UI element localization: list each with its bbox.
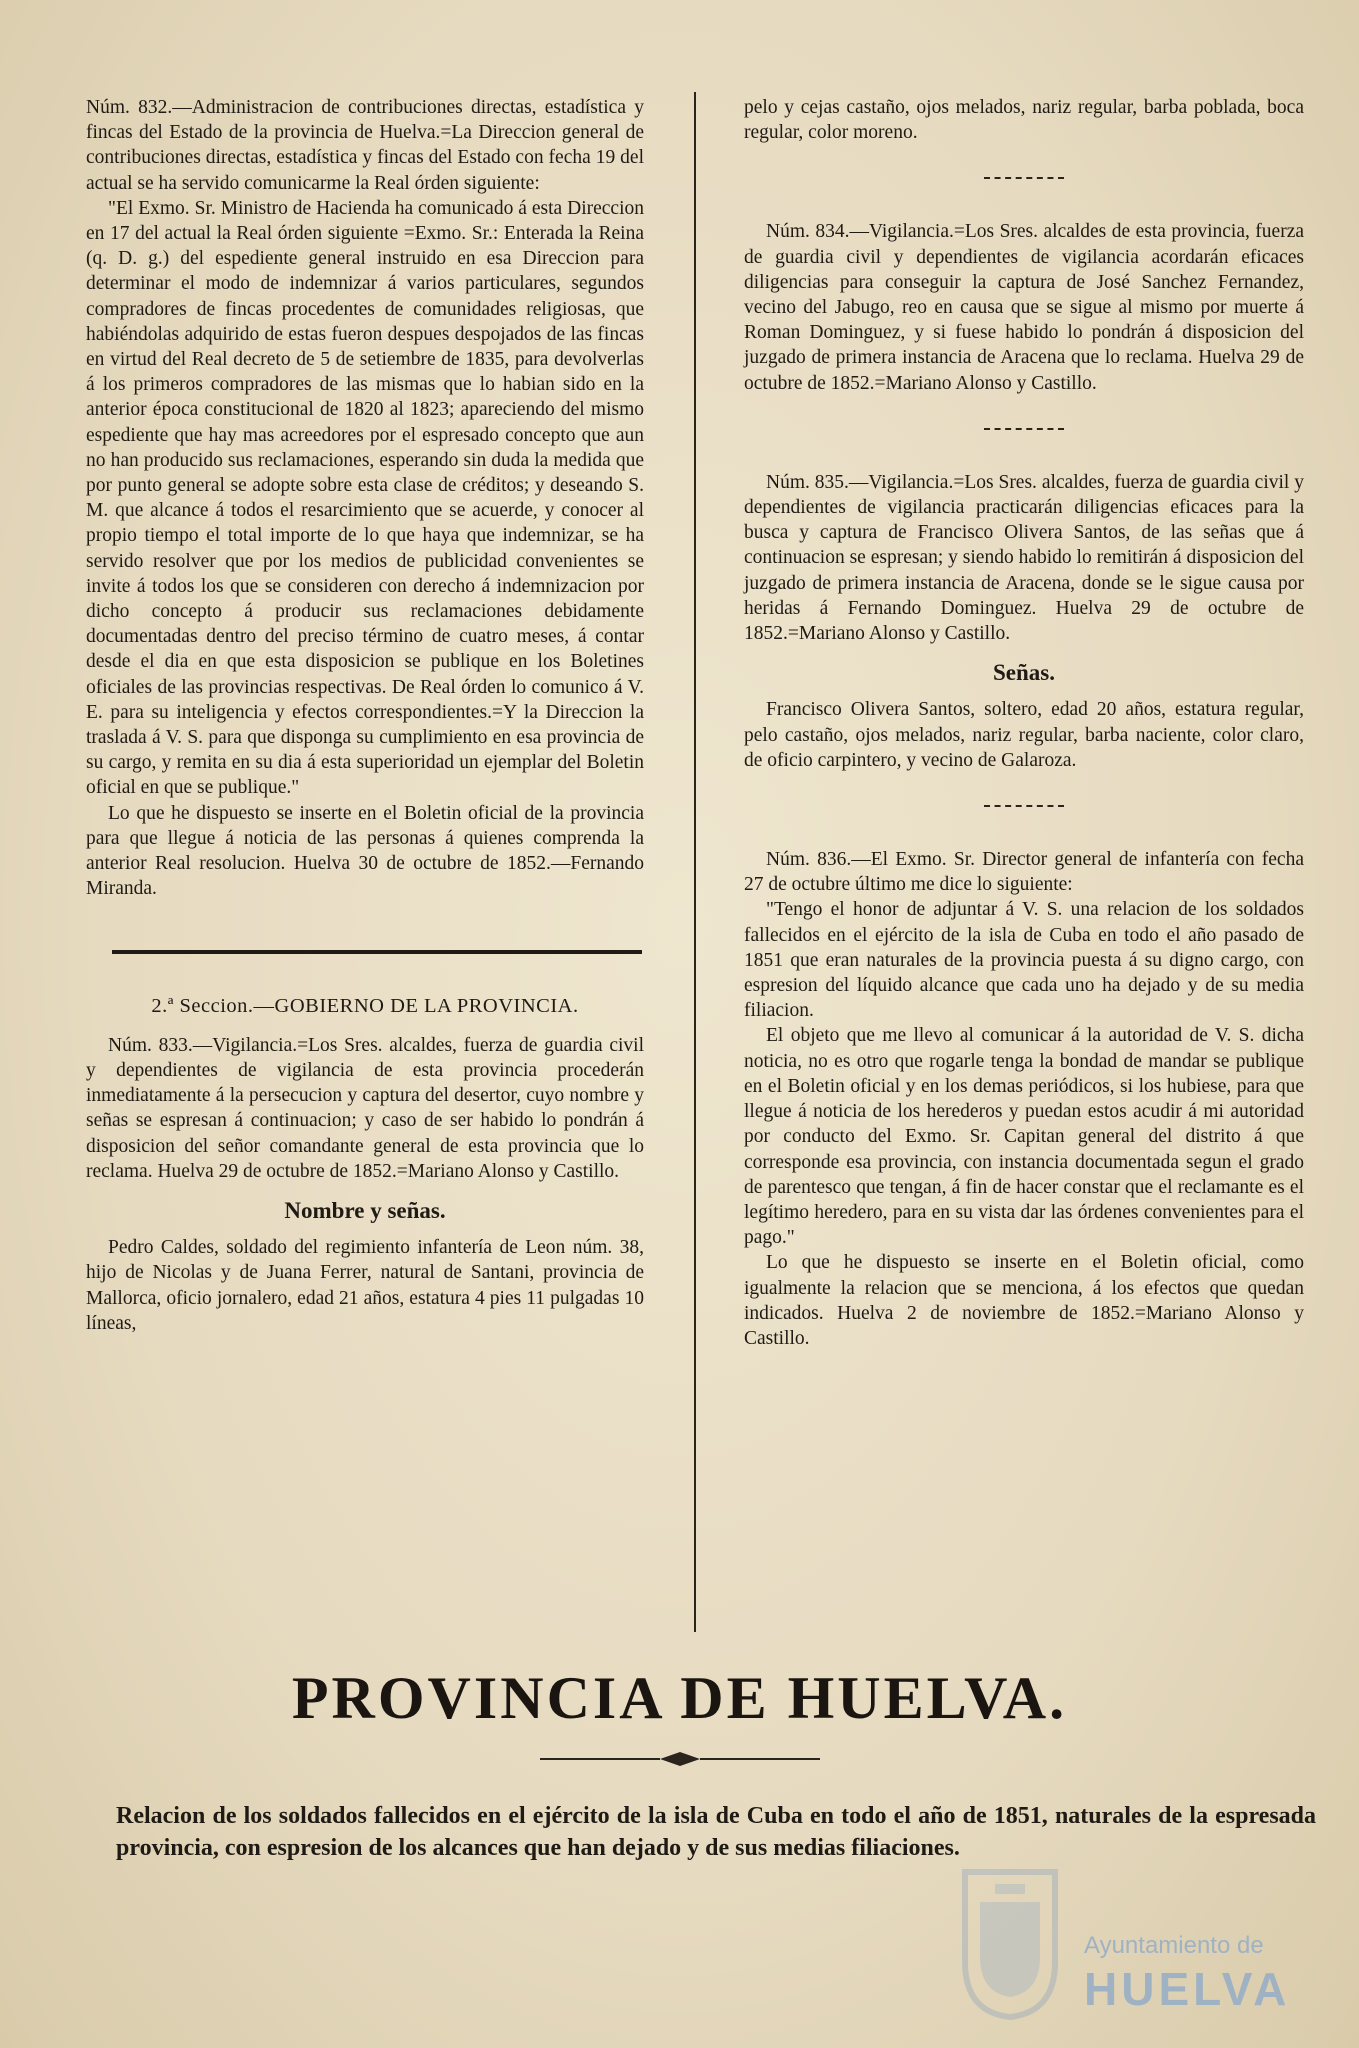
section-heading: 2.ª Seccion.—GOBIERNO DE LA PROVINCIA. [151,994,579,1017]
city-shield-icon [955,1862,1065,2022]
left-column [86,95,644,1336]
notice-836-closing: Lo que he dispuesto se inserte en el Boletin oficial, como igualmente la relacion que se menciona, á los efectos que quedan indicados. Huelva 2 de noviembre de 1852.=Mariano Alonso y Castillo. [744,1252,1304,1349]
notice-832-heading: Núm. 832.—Administracion de contribuciones directas, estadística y fincas del Estado de la provincia de Huelva.=La Direccion general de contribuciones directas, estadística y fincas del Estado con fecha 19 del actual se ha servido comunicarme la Real órden siguiente: [86,97,644,194]
watermark-line1: Ayuntamiento de [1084,1932,1264,1959]
notice-832-closing: Lo que he dispuesto se inserte en el Boletin oficial de la provincia para que llegue á noticia de las personas á quienes comprenda la anterior Real resolucion. Huelva 30 de octubre de 1852.—Fernando Miranda. [86,802,644,900]
watermark-line2: HUELVA [1084,1963,1291,2015]
relacion-heading: Relacion de los soldados fallecidos en el ejército de la isla de Cuba en todo el año de 1851, naturales de la espresada provincia, con espresion de los alcances que han dejado y de sus medias filiaciones. [116,1803,1316,1861]
subheading-senas: Señas. [993,660,1055,686]
right-column [744,95,1304,1351]
deserter-description-cont: pelo y cejas castaño, ojos melados, nariz regular, barba poblada, boca regular, color moreno. [744,97,1304,144]
notice-833: Núm. 833.—Vigilancia.=Los Sres. alcaldes, fuerza de guardia civil y dependientes de vigilancia de esta provincia procederán inmediatamente á la persecucion y captura del desertor, cuyo nombre y señas se espresan á continuacion; y caso de ser habido lo pondrán á disposicion del señor comandante general de esta provincia que lo reclama. Huelva 29 de octubre de 1852.=Mariano Alonso y Castillo. [86,1034,644,1182]
column-divider [694,92,696,1632]
notice-832-body: "El Exmo. Sr. Ministro de Hacienda ha comunicado á esta Direccion en 17 del actual la Real órden siguiente =Exmo. Sr.: Enterada la Reina (q. D. g.) del espediente general instruido en esa Direccion para determinar el modo de indemnizar á varios particulares, segundos compradores de fincas procedentes de comunidades religiosas, que habiéndolas adquirido de estas fueron despues despojados de las fincas en virtud del Real decreto de 5 de setiembre de 1835, para devolverlas á los primeros compradores de las mismas que lo habian sido en la anterior época constitucional de 1820 al 1823; apareciendo del mismo espediente que hay mas acreedores por el espresado concepto que aun no han producido sus reclamaciones, esperando sin duda la medida que por punto general se adopte sobre esta clase de créditos; y deseando S. M. que alcance á todos el resarcimiento que se acuerde, y conocer al propio tiempo el total importe de lo que haya que indemnizar, se ha servido resolver que por los medios de publicidad convenientes se invite á todos los que se consideren con derecho á indemnizacion por dicho concepto á producir sus reclamaciones debidamente documentadas dentro del preciso término de cuatro meses, á contar desde el dia en que esta disposicion se publique en los Boletines oficiales de las provincias respectivas. De Real órden lo comunico á V. E. para su inteligencia y efectos correspondientes.=Y la Direccion la traslada á V. S. para que disponga su cumplimiento en esa provincia de su cargo, y remita en su dia á esta superioridad un ejemplar del Boletin oficial en que se publique." [86,197,644,799]
suspect-description: Francisco Olivera Santos, soltero, edad 20 años, estatura regular, pelo castaño, ojos melados, nariz regular, barba naciente, color claro, de oficio carpintero, y vecino de Galaroza. [744,699,1304,771]
notice-836-heading: Núm. 836.—El Exmo. Sr. Director general de infantería con fecha 27 de octubre último me dice lo siguiente: [744,849,1304,896]
notice-835: Núm. 835.—Vigilancia.=Los Sres. alcaldes, fuerza de guardia civil y dependientes de vigilancia practicarán diligencias eficaces para la busca y captura de Francisco Olivera Santos, de las señas que á continuacion se espresan; y siendo habido lo remitirán á disposicion del juzgado de primera instancia de Aracena, donde se le sigue causa por heridas á Fernando Dominguez. Huelva 29 de octubre de 1852.=Mariano Alonso y Castillo. [744,471,1304,645]
dash-divider [984,177,1064,179]
notice-834: Núm. 834.—Vigilancia.=Los Sres. alcaldes de esta provincia, fuerza de guardia civil y dependientes de vigilancia acordarán eficaces diligencias para conseguir la captura de José Sanchez Fernandez, vecino del Jabugo, reo en causa que se sigue al mismo por muerte á Roman Dominguez, y si fuese habido lo pondrán á disposicion del juzgado de primera instancia de Aracena que lo reclama. Huelva 29 de octubre de 1852.=Mariano Alonso y Castillo. [744,221,1304,394]
notice-836-quote: "Tengo el honor de adjuntar á V. S. una relacion de los soldados fallecidos en el ejército de la isla de Cuba en todo el año pasado de 1851 que eran naturales de la provincia puesta á su digno cargo, con espresion del líquido alcance que cada uno ha dejado y de su media filiacion. [744,899,1304,1022]
page-title: PROVINCIA DE HUELVA. [291,1665,1068,1731]
ornament-divider [530,1750,830,1768]
notice-836-quote-cont: El objeto que me llevo al comunicar á la autoridad de V. S. dicha noticia, no es otro que rogarle tenga la bondad de mandar se publique en el Boletin oficial y en los demas periódicos, si los hubiese, para que llegue á noticia de los herederos y puedan estos acudir á mi autoridad por conducto del Exmo. Sr. Capitan general del distrito á que corresponde esa provincia, con instancia documentada segun el grado de parentesco que tengan, á fin de hacer constar que el reclamante es el legítimo heredero, para en su vista dar las órdenes convenientes para el pago." [744,1025,1304,1249]
section-divider [112,950,642,954]
subheading-nombre-senas: Nombre y señas. [284,1197,446,1223]
dash-divider [984,805,1064,807]
deserter-description: Pedro Caldes, soldado del regimiento infantería de Leon núm. 38, hijo de Nicolas y de Juana Ferrer, natural de Santani, provincia de Mallorca, oficio jornalero, edad 21 años, estatura 4 pies 11 pulgadas 10 líneas, [86,1237,644,1334]
dash-divider [984,428,1064,430]
